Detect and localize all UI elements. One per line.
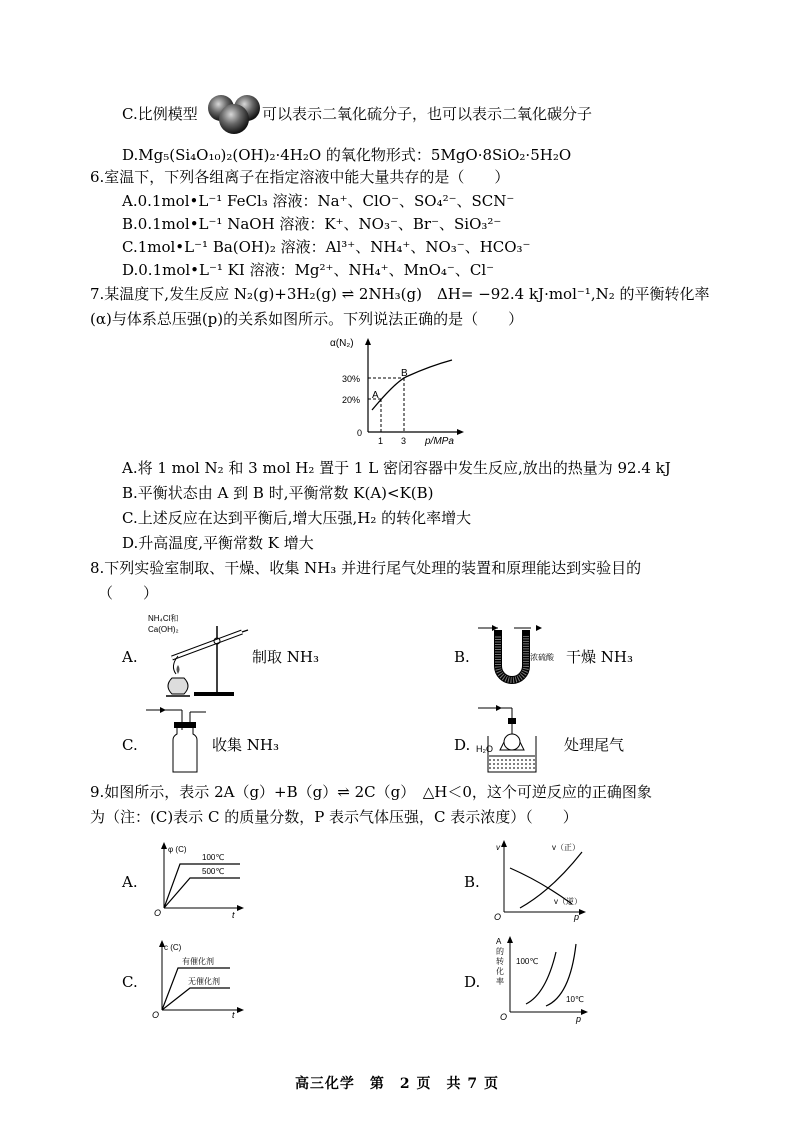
q7-ytick-30: 30% [342, 374, 361, 384]
q8-a-heating-apparatus [142, 608, 252, 700]
q9-d-line1: 100℃ [516, 957, 539, 966]
q9-a-letter: A. [122, 873, 138, 891]
q9-a-ylabel: φ (C) [168, 845, 187, 854]
q6-stem: 6.室温下，下列各组离子在指定溶液中能大量共存的是（ ） [90, 168, 510, 186]
q7-option-a: A.将 1 mol N₂ 和 3 mol H₂ 置于 1 L 密闭容器中发生反应,放出的热量为 92.4 kJ [122, 459, 671, 477]
q8-d-reagent: H₂O [476, 744, 493, 754]
q8-b-u-tube [476, 620, 566, 690]
q7-ytick-20: 20% [342, 395, 361, 405]
q8-d-absorber [474, 700, 564, 780]
q9-c-line1: 有催化剂 [182, 957, 214, 966]
q8-c-letter: C. [122, 736, 138, 754]
q7-option-d: D.升高温度,平衡常数 K 增大 [122, 534, 314, 552]
q9-a-line1: 100℃ [202, 853, 225, 862]
q8-stem-line2: （ ） [98, 584, 159, 602]
q9-d-ylabel: A 的转化率 [496, 937, 504, 986]
q7-xtick-3: 3 [401, 436, 407, 446]
q9-c-xlabel: t [232, 1010, 235, 1020]
q7-origin: 0 [357, 428, 363, 438]
q9-a-xlabel: t [232, 910, 235, 920]
page-footer: 高三化学 第 2 页 共 7 页 [294, 1076, 500, 1092]
q9-d-letter: D. [464, 973, 481, 991]
q8-stem-line1: 8.下列实验室制取、干燥、收集 NH₃ 并进行尾气处理的装置和原理能达到实验目的 [90, 559, 642, 577]
q9-b-origin: O [494, 912, 502, 922]
q7-option-b: B.平衡状态由 A 到 B 时,平衡常数 K(A)<K(B) [122, 484, 434, 502]
q8-a-reagent2: Ca(OH)₂ [148, 625, 179, 634]
q7-xlabel: p/MPa [425, 436, 454, 447]
q9-a-line2: 500℃ [202, 867, 225, 876]
q9-b-xlabel: p [574, 912, 580, 922]
q9-b-line1: v（正） [552, 843, 580, 852]
q8-a-reagent1: NH₄Cl和 [148, 614, 179, 623]
q7-curve [372, 360, 452, 410]
q9-stem-line1: 9.如图所示，表示 2A（g）+B（g）⇌ 2C（g） △H＜0，这个可逆反应的正确图象 [90, 783, 652, 801]
q9-a-origin: O [154, 908, 162, 918]
q8-a-letter: A. [122, 648, 138, 666]
q6-option-b: B.0.1mol•L⁻¹ NaOH 溶液：K⁺、NO₃⁻、Br⁻、SiO₃²⁻ [122, 215, 502, 233]
q9-a-graph [150, 840, 250, 920]
q8-d-letter: D. [454, 736, 471, 754]
q7-graph [322, 332, 472, 450]
space-filling-model-icon [206, 93, 262, 137]
q6-option-c: C.1mol•L⁻¹ Ba(OH)₂ 溶液：Al³⁺、NH₄⁺、NO₃⁻、HCO₃⁻ [122, 238, 531, 256]
q6-option-a: A.0.1mol•L⁻¹ FeCl₃ 溶液：Na⁺、ClO⁻、SO₄²⁻、SCN⁻ [122, 192, 515, 210]
q8-a-text: 制取 NH₃ [252, 648, 319, 666]
q8-b-letter: B. [454, 648, 470, 666]
q9-d-xlabel: p [576, 1014, 582, 1024]
q7-stem-line2: (α)与体系总压强(p)的关系如图所示。下列说法正确的是（ ） [90, 310, 524, 328]
q5-c-suffix: 可以表示二氧化硫分子，也可以表示二氧化碳分子 [262, 105, 593, 123]
q9-c-ylabel: c (C) [164, 943, 182, 952]
q9-c-letter: C. [122, 973, 138, 991]
q7-point-a: A [372, 390, 379, 401]
q5-option-d: D.Mg₅(Si₄O₁₀)₂(OH)₂·4H₂O 的氧化物形式：5MgO·8SiO₂·5H₂O [122, 146, 572, 164]
q9-c-line2: 无催化剂 [188, 977, 220, 986]
q6-option-d: D.0.1mol•L⁻¹ KI 溶液：Mg²⁺、NH₄⁺、MnO₄⁻、Cl⁻ [122, 261, 495, 279]
q8-c-text: 收集 NH₃ [212, 736, 279, 754]
q9-b-letter: B. [464, 873, 480, 891]
q8-b-text: 干燥 NH₃ [566, 648, 633, 666]
q7-point-b: B [401, 368, 408, 379]
q9-c-graph [150, 936, 250, 1020]
q9-d-graph [492, 930, 592, 1024]
q9-c-origin: O [152, 1010, 160, 1020]
q8-c-gas-bottle [144, 700, 210, 776]
q5-option-c [122, 104, 198, 124]
q7-xtick-1: 1 [378, 436, 384, 446]
q9-b-ylabel: v [496, 843, 500, 852]
q9-b-line2: v（逆） [554, 897, 582, 906]
q7-ylabel: α(N₂) [330, 338, 354, 349]
q9-stem-line2: 为（注：(C)表示 C 的质量分数，P 表示气体压强，C 表示浓度）（ ） [90, 808, 578, 826]
q9-b-graph [492, 838, 592, 922]
q8-d-text: 处理尾气 [564, 736, 625, 754]
q9-d-origin: O [500, 1012, 508, 1022]
q7-stem-line1: 7.某温度下,发生反应 N₂(g)+3H₂(g) ⇌ 2NH₃(g) ΔH= −92.4 kJ·mol⁻¹,N₂ 的平衡转化率 [90, 285, 710, 303]
q9-d-line2: 10℃ [566, 995, 584, 1004]
q7-option-c: C.上述反应在达到平衡后,增大压强,H₂ 的转化率增大 [122, 509, 472, 527]
q5-c-prefix: C.比例模型 [122, 105, 198, 123]
q8-b-reagent: 浓硫酸 [530, 653, 554, 662]
